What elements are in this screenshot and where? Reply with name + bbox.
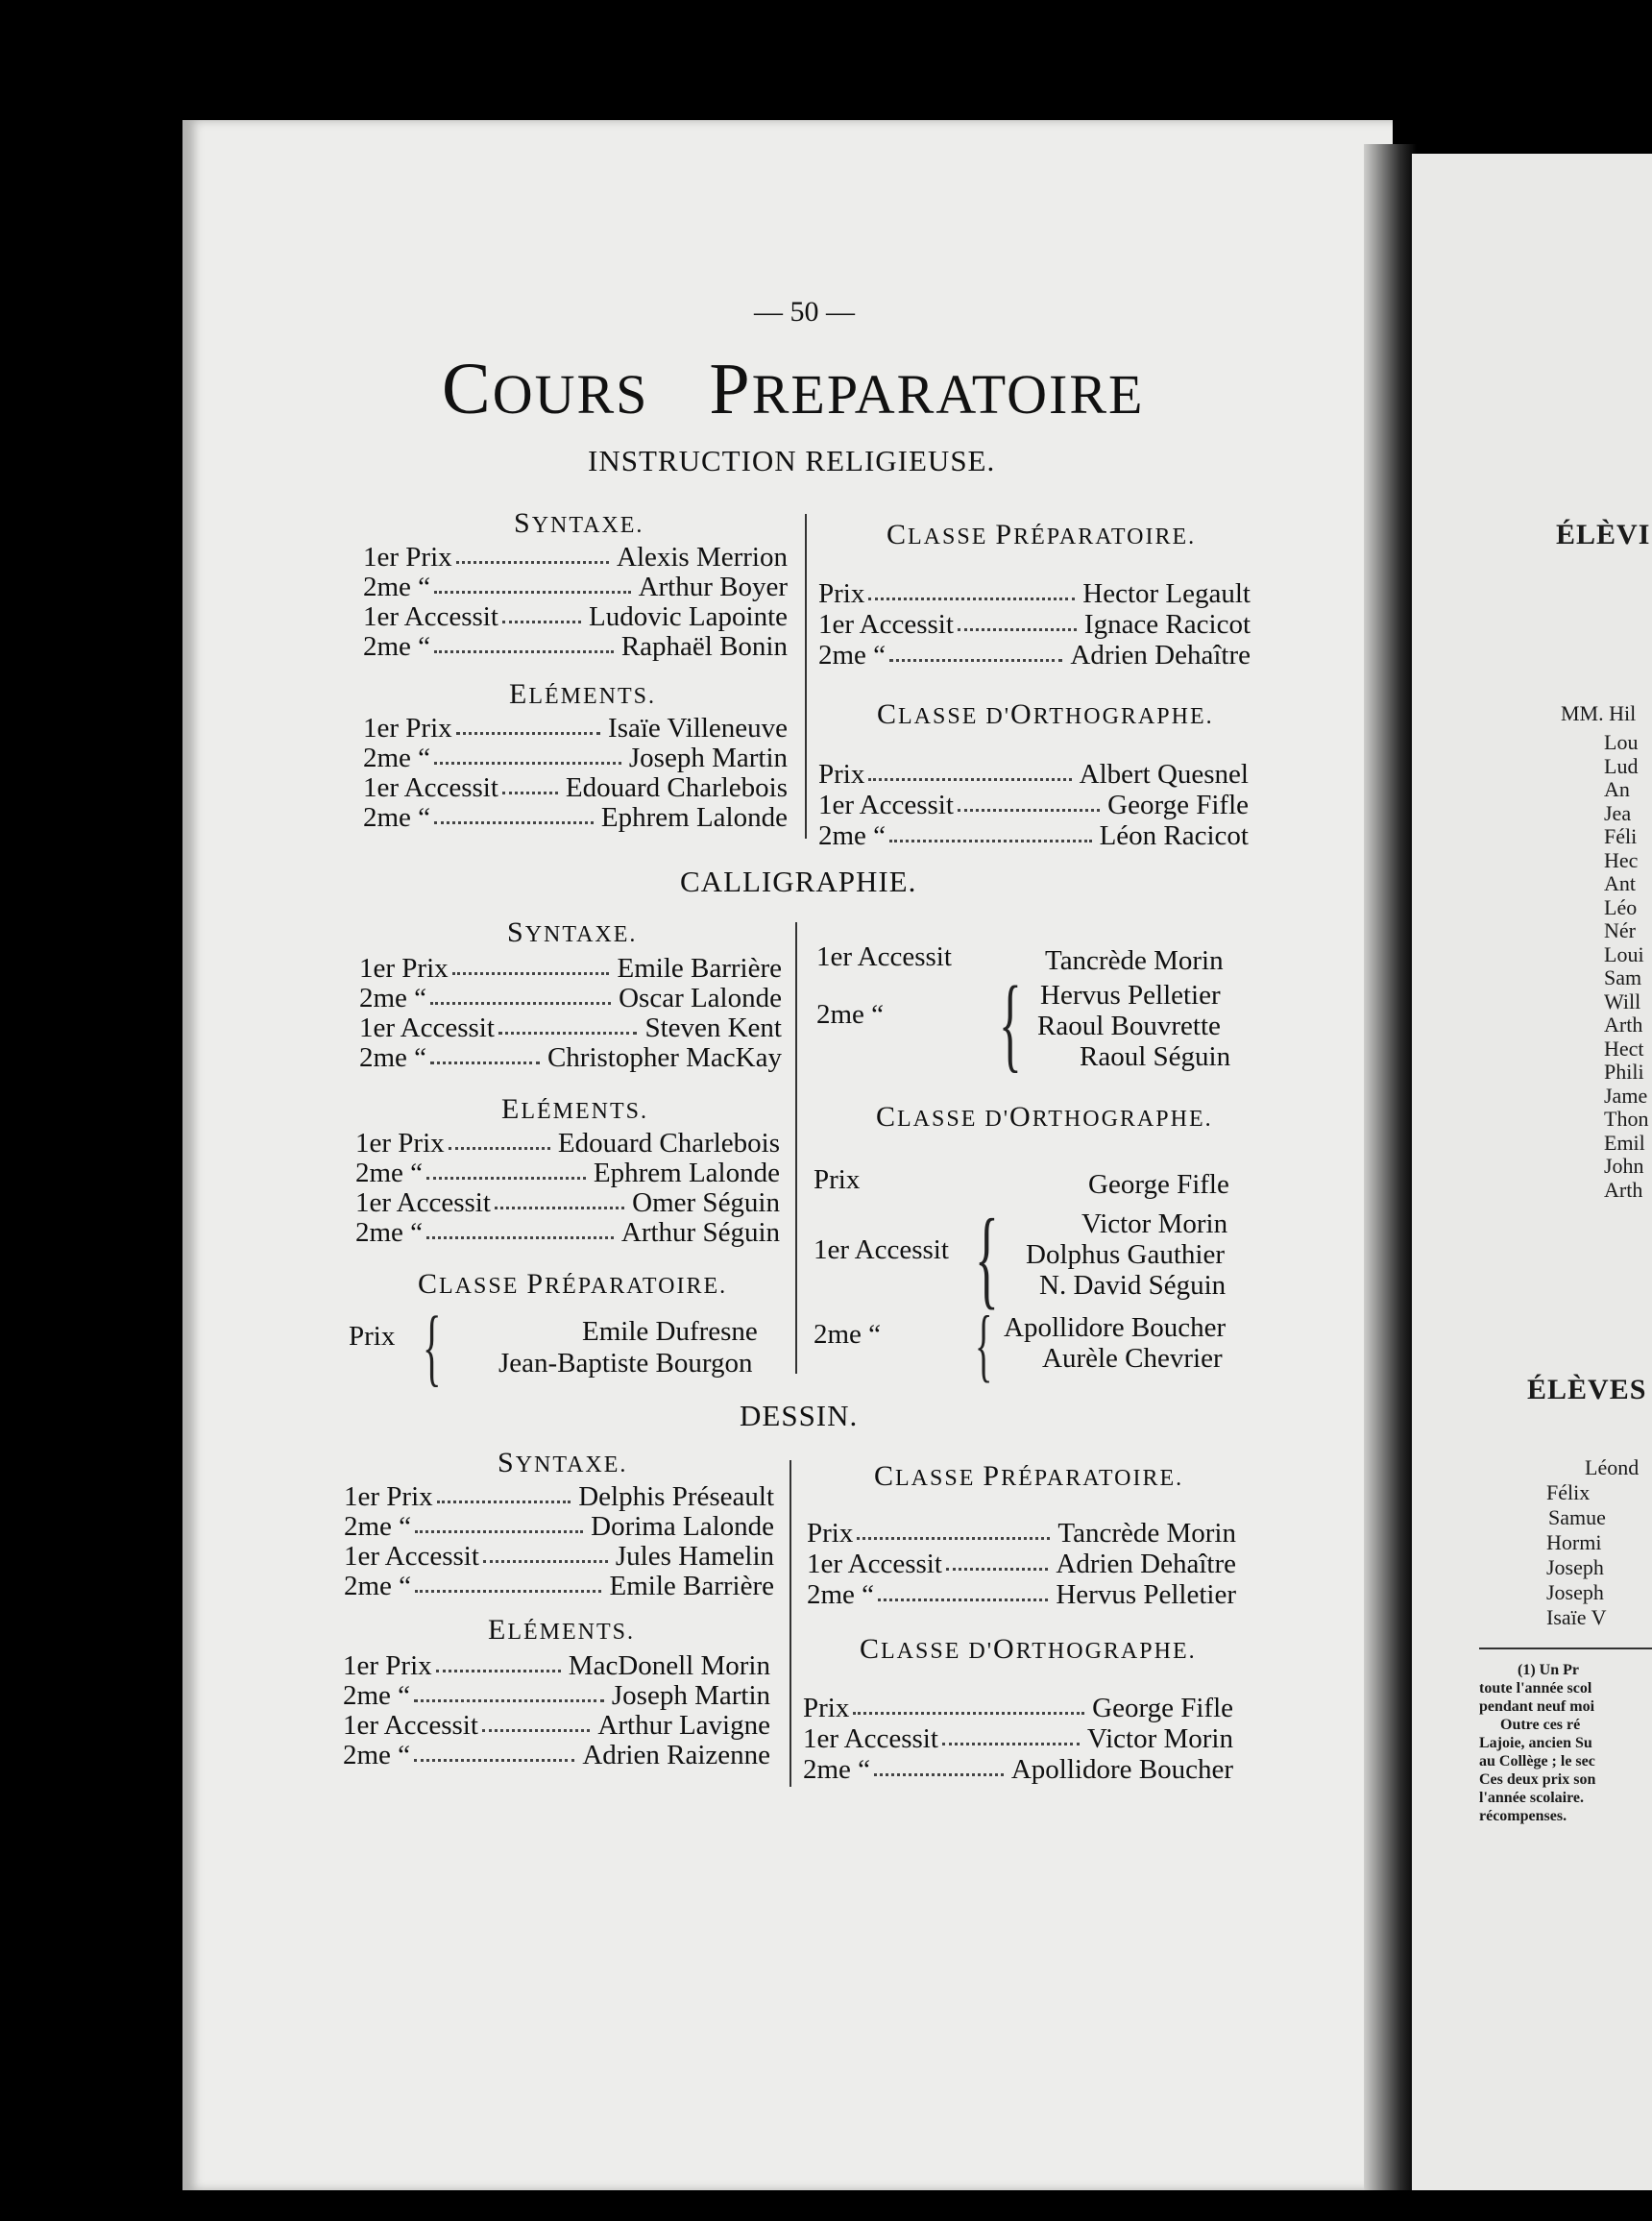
adjacent-page-text: Jea	[1604, 800, 1632, 825]
student-name: Emile Dufresne	[582, 1316, 758, 1347]
student-name: Jules Hamelin	[615, 1541, 774, 1572]
student-name: Hervus Pelletier	[1040, 980, 1221, 1011]
dot-leader	[436, 1650, 561, 1672]
adjacent-page-text: (1) Un Pr	[1518, 1662, 1579, 1678]
prize-label: 1er Accessit	[818, 609, 954, 640]
adjacent-page-text: Hec	[1604, 847, 1639, 872]
student-name: Tancrède Morin	[1045, 945, 1224, 976]
subsection-heading: ELÉMENTS.	[509, 678, 656, 710]
adjacent-page-text: Samue	[1548, 1505, 1606, 1529]
section-heading: INSTRUCTION RELIGIEUSE.	[588, 444, 996, 477]
student-name: Dorima Lalonde	[591, 1511, 774, 1542]
subsection-heading: CLASSE D'ORTHOGRAPHE.	[860, 1633, 1197, 1665]
student-name: Edouard Charlebois	[557, 1128, 780, 1159]
prize-row	[355, 1128, 780, 1159]
student-name: Emile Barrière	[609, 1571, 774, 1601]
prize-label: 2me “	[807, 1579, 875, 1610]
prize-label: 1er Accessit	[363, 601, 498, 632]
dot-leader	[415, 1511, 583, 1533]
adjacent-page-text: Hect	[1604, 1036, 1644, 1061]
adjacent-page-text: Phili	[1604, 1060, 1644, 1084]
prize-row	[363, 572, 788, 602]
student-name: George Fifle	[1092, 1693, 1233, 1723]
adjacent-page-text: Thon	[1604, 1107, 1649, 1131]
prize-row	[343, 1740, 770, 1770]
prize-label: 1er Accessit	[359, 1013, 495, 1043]
student-name: Léon Racicot	[1099, 820, 1249, 851]
prize-row	[343, 1680, 770, 1711]
dot-leader	[958, 609, 1077, 631]
adjacent-page-text: Félix	[1546, 1480, 1591, 1504]
prize-label: 2me “	[359, 983, 427, 1013]
adjacent-page-text: Lud	[1604, 753, 1639, 778]
student-name: Ludovic Lapointe	[589, 601, 788, 632]
prize-label: 1er Prix	[363, 713, 452, 744]
subsection-heading: ELÉMENTS.	[501, 1093, 648, 1125]
adjacent-page-text: John	[1604, 1154, 1644, 1178]
dot-leader	[483, 1541, 608, 1563]
dot-leader	[853, 1693, 1084, 1715]
adjacent-page-text: Léo	[1604, 894, 1638, 919]
adjacent-page-text: l'année scolaire.	[1479, 1790, 1585, 1806]
adjacent-page	[1412, 154, 1652, 2190]
prize-row	[355, 1187, 780, 1218]
prize-label: 1er Prix	[355, 1128, 445, 1159]
adjacent-page-text: Arth	[1604, 1177, 1643, 1202]
prize-row	[363, 542, 788, 573]
prize-label: 1er Accessit	[816, 941, 952, 972]
student-name: Emile Barrière	[617, 953, 782, 984]
prize-label: 2me “	[343, 1740, 411, 1770]
dot-leader	[426, 1158, 586, 1180]
prize-row	[803, 1693, 1233, 1723]
prize-row	[818, 759, 1249, 790]
dot-leader	[434, 802, 594, 824]
student-name: Adrien Dehaître	[1056, 1549, 1236, 1579]
column-divider	[795, 922, 797, 1374]
dot-leader	[495, 1187, 624, 1209]
prize-row	[363, 601, 788, 632]
adjacent-page-text: toute l'année scol	[1479, 1680, 1592, 1696]
dot-leader	[868, 759, 1072, 781]
student-name: Ephrem Lalonde	[593, 1158, 780, 1188]
prize-label: 1er Accessit	[807, 1549, 942, 1579]
prize-row	[344, 1481, 774, 1512]
prize-label: 1er Prix	[363, 542, 452, 573]
prize-row	[359, 1042, 782, 1073]
dot-leader	[430, 1042, 540, 1064]
prize-label: Prix	[803, 1693, 850, 1723]
student-name: Ignace Racicot	[1083, 609, 1251, 640]
dot-leader	[889, 820, 1092, 842]
prize-label: 1er Accessit	[814, 1234, 949, 1265]
adjacent-page-text: Isaïe V	[1546, 1605, 1607, 1629]
brace: {	[975, 1197, 999, 1319]
dot-leader	[889, 640, 1062, 662]
dot-leader	[946, 1549, 1048, 1571]
prize-label: 2me “	[363, 631, 431, 662]
student-name: Tancrède Morin	[1057, 1518, 1236, 1549]
adjacent-page-text: Arth	[1604, 1013, 1643, 1037]
student-name: Hector Legault	[1082, 578, 1251, 609]
brace: {	[975, 1300, 993, 1390]
column-divider	[790, 1460, 791, 1787]
prize-row	[359, 1013, 782, 1043]
dot-leader	[449, 1128, 550, 1150]
subsection-heading: SYNTAXE.	[507, 916, 638, 948]
student-name: Victor Morin	[1086, 1723, 1233, 1754]
prize-row	[818, 820, 1249, 851]
subsection-heading: CLASSE PRÉPARATOIRE.	[874, 1460, 1184, 1492]
prize-label: 2me “	[818, 820, 887, 851]
student-name: Apollidore Boucher	[1004, 1312, 1227, 1343]
prize-row	[355, 1217, 780, 1248]
adjacent-page-text: Joseph	[1546, 1555, 1604, 1579]
student-name: Delphis Préseault	[578, 1481, 774, 1512]
prize-label: Prix	[818, 759, 865, 790]
prize-label: 2me “	[355, 1217, 424, 1248]
student-name: Raoul Bouvrette	[1037, 1011, 1221, 1041]
dot-leader	[434, 743, 621, 765]
adjacent-page-text: Sam	[1604, 965, 1642, 989]
prize-row	[363, 631, 788, 662]
adjacent-page-text: Ant	[1604, 871, 1636, 895]
adjacent-page-text: Joseph	[1546, 1580, 1604, 1604]
dot-leader	[502, 601, 581, 623]
prize-row	[359, 953, 782, 984]
adjacent-page-text: Lajoie, ancien Su	[1479, 1735, 1592, 1751]
adjacent-page-text: Lou	[1604, 730, 1639, 754]
adjacent-page-text: MM. Hil	[1561, 701, 1637, 725]
prize-label: 1er Prix	[359, 953, 449, 984]
subsection-heading: SYNTAXE.	[498, 1447, 628, 1478]
prize-row	[344, 1571, 774, 1601]
prize-label: 2me “	[343, 1680, 411, 1711]
dot-leader	[878, 1579, 1048, 1601]
prize-label: Prix	[814, 1164, 861, 1195]
student-name: George Fifle	[1088, 1169, 1229, 1200]
adjacent-page-text: Nér	[1604, 918, 1636, 942]
adjacent-page-text: Ces deux prix son	[1479, 1771, 1596, 1788]
dot-leader	[434, 572, 631, 594]
dot-leader	[456, 542, 609, 564]
dot-leader	[498, 1013, 637, 1035]
student-name: Oscar Lalonde	[619, 983, 782, 1013]
adjacent-page-text: Léond	[1585, 1455, 1640, 1479]
subsection-heading: SYNTAXE.	[514, 507, 644, 539]
student-name: Aurèle Chevrier	[1042, 1343, 1223, 1374]
student-name: Joseph Martin	[628, 743, 788, 773]
adjacent-page-text: Hormi	[1546, 1530, 1602, 1554]
prize-row	[818, 640, 1251, 671]
prize-row	[343, 1710, 770, 1741]
student-name: Ephrem Lalonde	[600, 802, 788, 833]
prize-label: 1er Accessit	[355, 1187, 491, 1218]
student-name: Apollidore Boucher	[1010, 1754, 1233, 1785]
prize-row	[363, 802, 788, 833]
student-name: Omer Séguin	[632, 1187, 780, 1218]
adjacent-page-text: Will	[1604, 988, 1641, 1013]
adjacent-page-text: récompenses.	[1479, 1808, 1567, 1824]
dot-leader	[868, 578, 1075, 600]
student-name: Adrien Dehaître	[1070, 640, 1251, 671]
prize-label: 2me “	[359, 1042, 427, 1073]
dot-leader	[437, 1481, 571, 1503]
subsection-heading: CLASSE PRÉPARATOIRE.	[418, 1268, 728, 1300]
prize-row	[355, 1158, 780, 1188]
prize-label: 2me “	[814, 1319, 882, 1350]
dot-leader	[456, 713, 600, 735]
student-name: Victor Morin	[1081, 1208, 1228, 1239]
prize-label: 1er Accessit	[344, 1541, 479, 1572]
dot-leader	[874, 1754, 1004, 1776]
adjacent-page-text: au Collège ; le sec	[1479, 1753, 1595, 1769]
prize-row	[363, 713, 788, 744]
prize-label: Prix	[818, 578, 865, 609]
adjacent-page-text: pendant neuf moi	[1479, 1698, 1595, 1715]
adjacent-page-text: An	[1604, 777, 1630, 801]
dot-leader	[958, 790, 1100, 812]
student-name: Isaïe Villeneuve	[608, 713, 788, 744]
student-name: Jean-Baptiste Bourgon	[498, 1348, 753, 1379]
brace: {	[999, 964, 1022, 1082]
student-name: Dolphus Gauthier	[1026, 1239, 1225, 1270]
section-heading: DESSIN.	[740, 1399, 859, 1432]
student-name: Adrien Raizenne	[582, 1740, 770, 1770]
prize-row	[343, 1650, 770, 1681]
prize-label: 2me “	[816, 999, 885, 1030]
student-name: George Fifle	[1107, 790, 1249, 820]
student-name: Edouard Charlebois	[565, 772, 788, 803]
subsection-heading: CLASSE D'ORTHOGRAPHE.	[876, 1101, 1213, 1133]
prize-row	[818, 609, 1251, 640]
subsection-heading: CLASSE D'ORTHOGRAPHE.	[877, 698, 1214, 730]
prize-label: 1er Accessit	[363, 772, 498, 803]
student-name: Christopher MacKay	[547, 1042, 782, 1073]
dot-leader	[415, 1571, 601, 1593]
column-divider	[805, 514, 807, 839]
prize-row	[818, 790, 1249, 820]
prize-row	[359, 983, 782, 1013]
adjacent-page-text: ÉLÈVES	[1527, 1374, 1647, 1405]
adjacent-page-text: Jame	[1604, 1083, 1648, 1108]
prize-row	[363, 743, 788, 773]
prize-label: 2me “	[344, 1571, 412, 1601]
student-name: Steven Kent	[644, 1013, 782, 1043]
dot-leader	[414, 1680, 604, 1702]
student-name: Arthur Boyer	[638, 572, 788, 602]
dot-leader	[426, 1217, 614, 1239]
adjacent-page-text: Outre ces ré	[1500, 1717, 1581, 1733]
prize-label: 2me “	[803, 1754, 871, 1785]
prize-label: 2me “	[355, 1158, 424, 1188]
section-heading: CALLIGRAPHIE.	[680, 865, 917, 898]
subsection-heading: CLASSE PRÉPARATOIRE.	[887, 519, 1197, 550]
prize-label: 1er Accessit	[803, 1723, 938, 1754]
dot-leader	[482, 1710, 590, 1732]
book-gutter	[1364, 144, 1417, 2190]
student-name: Raphaël Bonin	[620, 631, 788, 662]
adjacent-page-text: Loui	[1604, 941, 1644, 966]
footnote-rule	[1479, 1647, 1652, 1649]
prize-row	[807, 1579, 1236, 1610]
prize-label: 2me “	[363, 802, 431, 833]
adjacent-page-text: ÉLÈVI	[1556, 519, 1651, 550]
student-name: Arthur Séguin	[620, 1217, 780, 1248]
prize-label: 2me “	[363, 572, 431, 602]
prize-label: 2me “	[363, 743, 431, 773]
page-number: — 50 —	[754, 296, 855, 328]
prize-label: 1er Prix	[344, 1481, 433, 1512]
student-name: Alexis Merrion	[617, 542, 788, 573]
dot-leader	[434, 631, 614, 653]
brace: {	[423, 1300, 442, 1395]
prize-row	[363, 772, 788, 803]
prize-label: 2me “	[344, 1511, 412, 1542]
prize-row	[344, 1541, 774, 1572]
adjacent-page-text: Emil	[1604, 1130, 1645, 1155]
prize-row	[807, 1549, 1236, 1579]
dot-leader	[502, 772, 558, 794]
page-title: COURS PREPARATOIRE	[442, 349, 1145, 429]
dot-leader	[857, 1518, 1050, 1540]
prize-label: 1er Accessit	[818, 790, 954, 820]
student-name: Raoul Séguin	[1080, 1041, 1231, 1072]
adjacent-page-text: Féli	[1604, 824, 1638, 848]
prize-row	[807, 1518, 1236, 1549]
dot-leader	[452, 953, 609, 975]
subsection-heading: ELÉMENTS.	[488, 1614, 635, 1646]
dot-leader	[414, 1740, 574, 1762]
student-name: MacDonell Morin	[568, 1650, 770, 1681]
student-name: Hervus Pelletier	[1056, 1579, 1236, 1610]
prize-label: Prix	[349, 1321, 396, 1352]
prize-label: 1er Accessit	[343, 1710, 478, 1741]
prize-row	[344, 1511, 774, 1542]
prize-row	[818, 578, 1251, 609]
prize-row	[803, 1723, 1233, 1754]
student-name: Joseph Martin	[611, 1680, 770, 1711]
student-name: N. David Séguin	[1039, 1270, 1227, 1301]
student-name: Arthur Lavigne	[597, 1710, 770, 1741]
prize-row	[803, 1754, 1233, 1785]
prize-label: 1er Prix	[343, 1650, 432, 1681]
dot-leader	[942, 1723, 1080, 1745]
student-name: Albert Quesnel	[1079, 759, 1249, 790]
prize-label: Prix	[807, 1518, 854, 1549]
dot-leader	[430, 983, 611, 1005]
prize-label: 2me “	[818, 640, 887, 671]
